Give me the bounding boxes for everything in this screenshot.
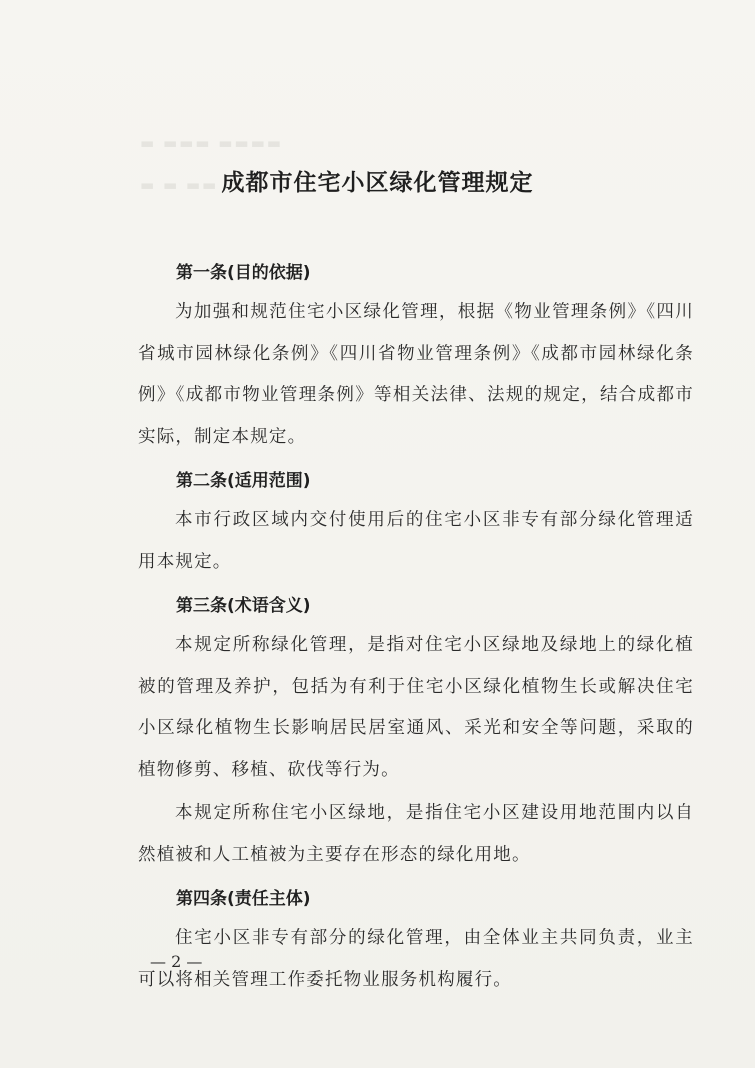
article-paragraph: 本市行政区域内交付使用后的住宅小区非专有部分绿化管理适用本规定。 <box>138 510 694 572</box>
document-body <box>138 250 694 1001</box>
article-heading: 第四条(责任主体) <box>176 889 311 909</box>
document-title: 成都市住宅小区绿化管理规定 <box>221 170 534 196</box>
article-heading: 第一条(目的依据) <box>176 263 311 283</box>
article-paragraph: 本规定所称住宅小区绿地，是指住宅小区建设用地范围内以自然植被和人工植被为主要存在形态的绿化用地。 <box>138 803 694 865</box>
page-number: — 2 — <box>150 952 203 971</box>
article-paragraph: 本规定所称绿化管理，是指对住宅小区绿地及绿地上的绿化植被的管理及养护，包括为有利于住宅小区绿化植物生长或解决住宅小区绿化植物生长影响居民居室通风、采光和安全等问题，采取的植物修剪、移植、砍伐等行为。 <box>138 635 694 780</box>
show-through-mark: ▬ ▬▬▬ ▬▬▬▬ <box>140 134 283 152</box>
article-paragraph: 为加强和规范住宅小区绿化管理，根据《物业管理条例》《四川省城市园林绿化条例》《四川省物业管理条例》《成都市园林绿化条例》《成都市物业管理条例》等相关法律、法规的规定，结合成都市实际，制定本规定。 <box>138 302 694 447</box>
show-through-mark: ▬ ▬ ▬▬ <box>140 176 219 194</box>
article-paragraph: 住宅小区非专有部分的绿化管理，由全体业主共同负责，业主可以将相关管理工作委托物业服务机构履行。 <box>138 928 694 990</box>
article-heading: 第二条(适用范围) <box>176 471 311 491</box>
article-heading: 第三条(术语含义) <box>176 596 311 616</box>
